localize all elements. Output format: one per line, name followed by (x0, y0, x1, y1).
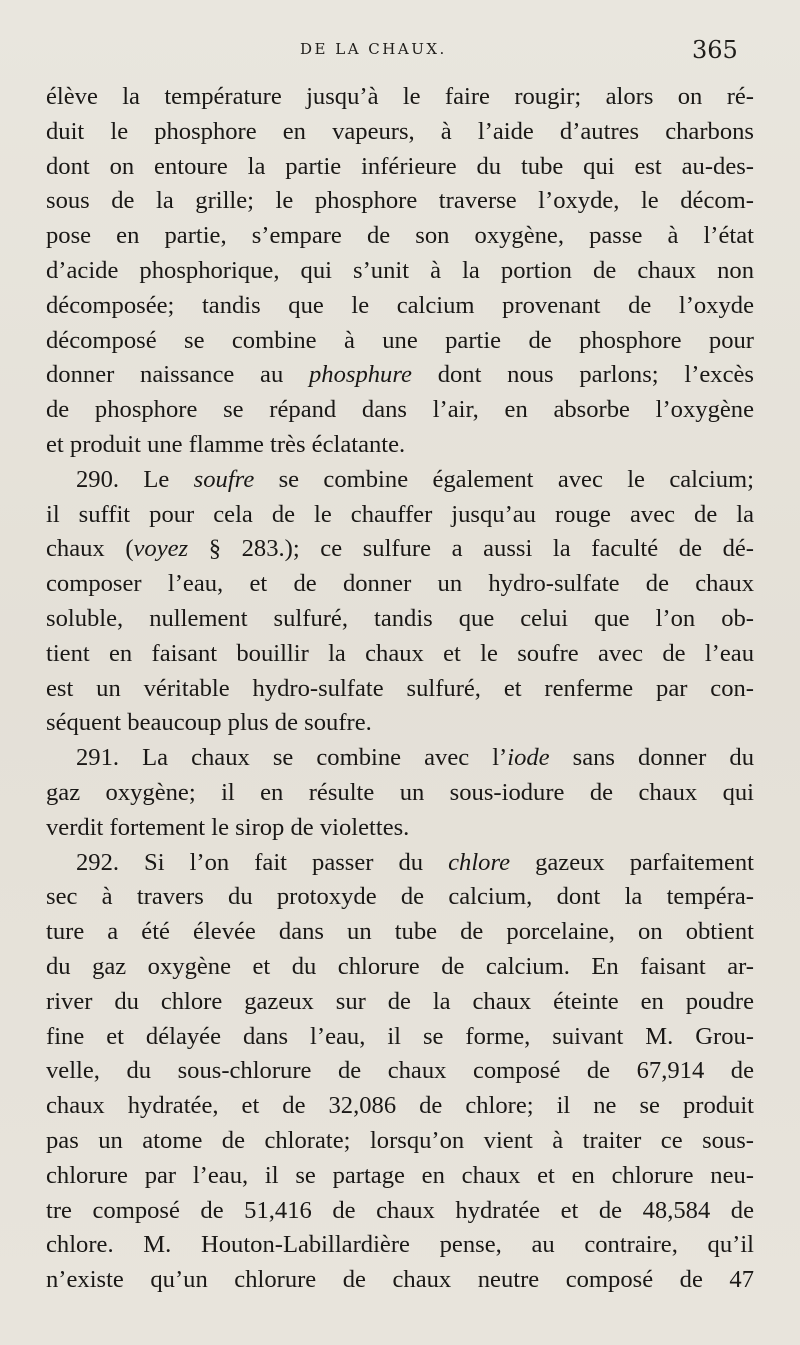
text-segment: tre composé de 51,416 de chaux hydratée et de 48,584 de (46, 1196, 754, 1224)
text-line (46, 428, 754, 463)
text-segment: fine et délayée dans l’eau, il se forme, suivant M. Grou- (46, 1022, 754, 1050)
paragraph (46, 80, 754, 463)
text-line (46, 811, 754, 846)
text-line (46, 498, 754, 533)
text-segment: dont on entoure la partie inférieure du tube qui est au-des- (46, 152, 754, 180)
text-segment: chlore. M. Houton-Labillardière pense, au contraire, qu’il (46, 1231, 754, 1259)
text-line (46, 950, 754, 985)
text-segment: river du chlore gazeux sur de la chaux éteinte en poudre (46, 987, 754, 1015)
text-segment: velle, du sous-chlorure de chaux composé de 67,914 de (46, 1057, 754, 1085)
text-line (46, 1124, 754, 1159)
text-segment: dont nous parlons; l’excès (411, 361, 754, 389)
text-line (46, 846, 754, 881)
text-line (46, 637, 754, 672)
italic-text: iode (507, 744, 550, 772)
text-segment: gazeux parfaitement (510, 848, 754, 876)
running-head: DE LA CHAUX. (300, 40, 447, 58)
text-segment: sans donner du (549, 744, 754, 772)
text-line (46, 532, 754, 567)
paragraph (46, 846, 754, 1298)
paragraph (46, 463, 754, 741)
text-line (46, 254, 754, 289)
text-line (46, 1159, 754, 1194)
text-segment: 292. Si l’on fait passer du (76, 848, 449, 876)
text-segment: et produit une flamme très éclatante. (46, 430, 406, 458)
page-header (0, 36, 800, 68)
text-line (46, 1194, 754, 1229)
text-line (46, 672, 754, 707)
text-segment: sec à travers du protoxyde de calcium, dont la tempéra- (46, 883, 754, 911)
text-segment: décomposée; tandis que le calcium provenant de l’oxyde (46, 291, 754, 319)
text-segment: il suffit pour cela de le chauffer jusqu’au rouge avec de la (46, 500, 754, 528)
page-body-text (46, 80, 754, 1298)
text-line (46, 741, 754, 776)
text-segment: n’existe qu’un chlorure de chaux neutre composé de 47 (46, 1266, 754, 1294)
text-segment: chlorure par l’eau, il se partage en chaux et en chlorure neu- (46, 1161, 754, 1189)
text-line (46, 706, 754, 741)
text-segment: duit le phosphore en vapeurs, à l’aide d’autres charbons (46, 117, 754, 145)
text-line (46, 1089, 754, 1124)
text-line (46, 985, 754, 1020)
italic-text: voyez (133, 535, 189, 563)
text-segment: sous de la grille; le phosphore traverse l’oxyde, le décom- (46, 187, 754, 215)
text-segment: du gaz oxygène et du chlorure de calcium. En faisant ar- (46, 952, 754, 980)
text-segment: d’acide phosphorique, qui s’unit à la portion de chaux non (46, 256, 754, 284)
text-line (46, 184, 754, 219)
text-line (46, 463, 754, 498)
text-segment: pas un atome de chlorate; lorsqu’on vient à traiter ce sous- (46, 1126, 754, 1154)
text-segment: 291. La chaux se combine avec l’ (76, 744, 508, 772)
text-segment: pose en partie, s’empare de son oxygène, passe à l’état (46, 222, 754, 250)
text-line (46, 567, 754, 602)
text-segment: séquent beaucoup plus de soufre. (46, 709, 372, 737)
text-segment: composer l’eau, et de donner un hydro-sulfate de chaux (46, 570, 754, 598)
text-line (46, 1228, 754, 1263)
text-segment: ture a été élevée dans un tube de porcelaine, on obtient (46, 918, 754, 946)
text-segment: § 283.); ce sulfure a aussi la faculté de dé- (188, 535, 754, 563)
text-segment: chaux ( (46, 535, 134, 563)
text-line (46, 219, 754, 254)
italic-text: soufre (193, 465, 255, 493)
text-line (46, 1020, 754, 1055)
text-line (46, 150, 754, 185)
text-segment: donner naissance au (46, 361, 309, 389)
text-segment: de phosphore se répand dans l’air, en absorbe l’oxygène (46, 396, 754, 424)
text-line (46, 358, 754, 393)
page-number: 365 (692, 36, 738, 64)
text-segment: 290. Le (76, 465, 194, 493)
italic-text: chlore (448, 848, 511, 876)
text-line (46, 80, 754, 115)
text-segment: gaz oxygène; il en résulte un sous-iodure de chaux qui (46, 778, 754, 806)
text-line (46, 393, 754, 428)
paragraph (46, 741, 754, 845)
text-segment: tient en faisant bouillir la chaux et le soufre avec de l’eau (46, 639, 754, 667)
text-line (46, 115, 754, 150)
text-segment: se combine également avec le calcium; (254, 465, 754, 493)
text-line (46, 915, 754, 950)
text-line (46, 880, 754, 915)
text-segment: est un véritable hydro-sulfate sulfuré, et renferme par con- (46, 674, 754, 702)
text-segment: soluble, nullement sulfuré, tandis que celui que l’on ob- (46, 604, 754, 632)
text-segment: chaux hydratée, et de 32,086 de chlore; il ne se produit (46, 1092, 754, 1120)
text-segment: décomposé se combine à une partie de phosphore pour (46, 326, 754, 354)
text-line (46, 1263, 754, 1298)
text-line (46, 776, 754, 811)
text-segment: élève la température jusqu’à le faire rougir; alors on ré- (46, 83, 754, 110)
text-line (46, 1054, 754, 1089)
text-line (46, 289, 754, 324)
text-segment: verdit fortement le sirop de violettes. (46, 813, 410, 841)
text-line (46, 602, 754, 637)
italic-text: phosphure (309, 361, 412, 389)
text-line (46, 324, 754, 359)
